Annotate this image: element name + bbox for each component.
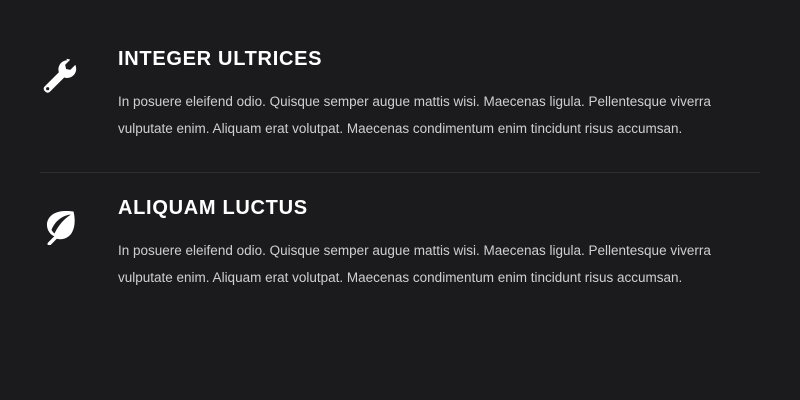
feature-title: ALIQUAM LUCTUS	[118, 197, 308, 219]
leaf-icon	[40, 197, 100, 245]
feature-title: INTEGER ULTRICES	[118, 48, 323, 70]
feature-body	[100, 48, 760, 142]
feature-text: In posuere eleifend odio. Quisque semper augue mattis wisi. Maecenas ligula. Pellentesque viverra vulputate enim. Aliquam erat volutpat. Maecenas condimentum enim tincidunt risus accumsan.	[118, 243, 711, 285]
section-divider	[40, 172, 760, 173]
feature-item	[40, 38, 760, 164]
wrench-icon	[40, 48, 100, 96]
feature-item	[40, 187, 760, 313]
feature-body	[100, 197, 760, 291]
feature-text: In posuere eleifend odio. Quisque semper augue mattis wisi. Maecenas ligula. Pellentesque viverra vulputate enim. Aliquam erat volutpat. Maecenas condimentum enim tincidunt risus accumsan.	[118, 94, 711, 136]
